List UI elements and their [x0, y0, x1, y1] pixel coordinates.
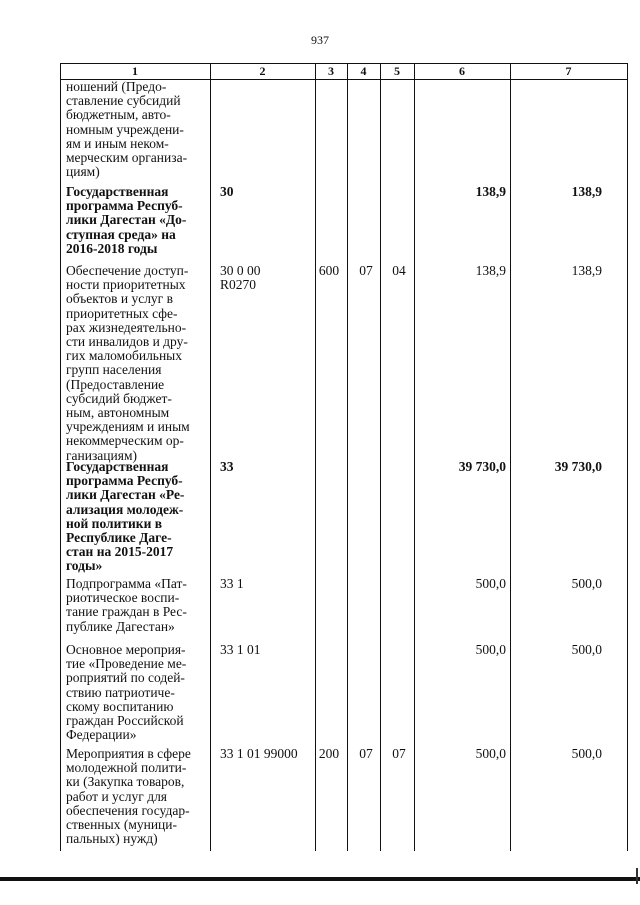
row-col3: 600 — [318, 263, 340, 278]
column-header: 2 — [259, 64, 266, 78]
scan-bottom-edge — [0, 877, 640, 881]
row-code: 30 0 00 R0270 — [220, 263, 261, 293]
row-name: Государственная программа Респуб- лики Дагестан «Ре- ализация молодеж- ной политики в Республике Даге- стан на 2015-2017 годы» — [66, 459, 185, 574]
row-amount-1: 500,0 — [475, 576, 506, 591]
column-header: 7 — [565, 64, 572, 78]
row-code: 33 1 01 99000 — [220, 746, 298, 761]
column-header: 6 — [459, 64, 465, 78]
row-code: 33 — [220, 459, 234, 474]
row-name: Государственная программа Респуб- лики Дагестан «До- ступная среда» на 2016-2018 годы — [66, 184, 187, 256]
row-col4: 07 — [359, 746, 373, 761]
row-amount-2: 138,9 — [571, 184, 602, 199]
row-amount-1: 500,0 — [475, 746, 506, 761]
row-col4: 07 — [359, 263, 373, 278]
row-name: Основное мероприя- тие «Проведение ме- роприятий по содей- ствию патриотиче- скому воспитанию граждан Российской Федерации» — [66, 642, 187, 743]
row-code: 33 1 — [220, 576, 244, 591]
row-amount-1: 138,9 — [475, 263, 506, 278]
column-header: 5 — [394, 64, 400, 78]
row-col5: 07 — [392, 746, 406, 761]
row-amount-1: 500,0 — [475, 642, 506, 657]
page-number: 937 — [311, 33, 329, 47]
column-header: 4 — [360, 64, 367, 78]
column-divider — [380, 63, 381, 851]
row-name: Обеспечение доступ- ности приоритетных объектов и услуг в приоритетных сфе- рах жизнедеятельно- сти инвалидов и дру- гих маломобильных групп населения (Предоставление субсидий бюджет- ным, автономным учреждениям и иным некоммерческим ор- ганизациям) — [66, 263, 190, 463]
row-col3: 200 — [318, 746, 340, 761]
budget-table — [60, 63, 628, 851]
row-amount-2: 500,0 — [571, 642, 602, 657]
row-name: Мероприятия в сфере молодежной полити- ки (Закупка товаров, работ и услуг для обеспечения государ- ственных (муници- пальных) нужд) — [66, 746, 191, 847]
row-code: 33 1 01 — [220, 642, 261, 657]
column-header: 3 — [328, 64, 334, 78]
row-name: Подпрограмма «Пат- риотическое воспи- тание граждан в Рес- публике Дагестан» — [66, 576, 187, 634]
row-amount-2: 500,0 — [571, 746, 602, 761]
column-divider — [60, 63, 61, 851]
row-amount-1: 138,9 — [475, 184, 506, 199]
column-divider — [510, 63, 511, 851]
row-amount-2: 39 730,0 — [554, 459, 602, 474]
column-divider — [315, 63, 316, 851]
row-name: ношений (Предо- ставление субсидий бюджетным, авто- номным учреждени- ям и иным неком- мерческим организа- циям) — [66, 79, 188, 180]
column-divider — [347, 63, 348, 851]
row-amount-2: 500,0 — [571, 576, 602, 591]
row-amount-1: 39 730,0 — [458, 459, 506, 474]
scan-edge-mark — [636, 868, 638, 884]
column-header: 1 — [132, 64, 138, 78]
column-divider — [627, 63, 628, 851]
row-code: 30 — [220, 184, 234, 199]
row-col5: 04 — [392, 263, 406, 278]
row-amount-2: 138,9 — [571, 263, 602, 278]
column-divider — [414, 63, 415, 851]
